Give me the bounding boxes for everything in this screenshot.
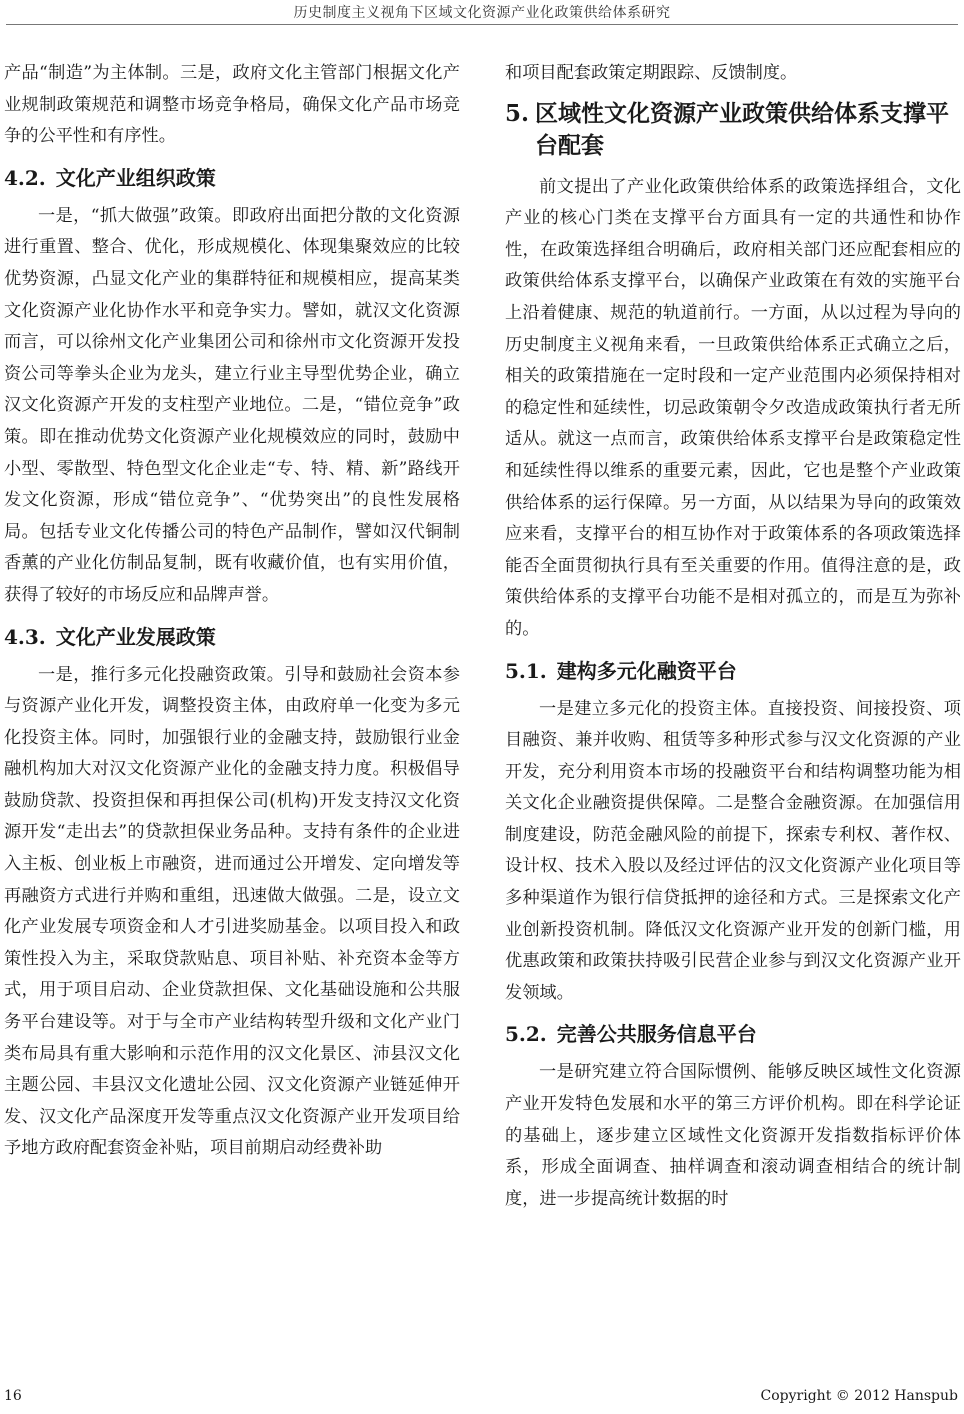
- copyright-notice: Copyright © 2012 Hanspub: [760, 1388, 958, 1404]
- section-title: 文化产业发展政策: [55, 624, 216, 649]
- paragraph: 和项目配套政策定期跟踪、反馈制度。: [505, 63, 798, 83]
- section-title: 完善公共服务信息平台: [556, 1022, 757, 1047]
- section-title: 文化产业组织政策: [55, 165, 216, 190]
- paragraph: 一是，推行多元化投融资政策。引导和鼓励社会资本参与资源产业化开发，调整投资主体，由政府单一化变为多元化投资主体。同时，加强银行业的金融支持，鼓励银行业金融机构加大对汉文化资源产业化的金融支持力度。积极倡导鼓励贷款、投资担保和再担保公司(机构)开发支持汉文化资源开发“走出去”的贷款担保业务品种。支持有条件的企业进入主板、创业板上市融资，进而通过公开增发、定向增发等再融资方式进行并购和重组，迅速做大做强。二是，设立文化产业发展专项资金和人才引进奖励基金。以项目投入和政策性投入为主，采取贷款贴息、项目补贴、补充资本金等方式，用于项目启动、企业贷款担保、文化基础设施和公共服务平台建设等。对于与全市产业结构转型升级和文化产业门类布局具有重大影响和示范作用的汉文化景区、沛县汉文化主题公园、丰县汉文化遗址公园、汉文化资源产业链延伸开发、汉文化产品深度开发等重点汉文化资源产业开发项目给予地方政府配套资金补贴，项目前期启动经费补助: [4, 664, 460, 1159]
- section-heading-5-1: [505, 656, 961, 686]
- paragraph: 一是，“抓大做强”政策。即政府出面把分散的文化资源进行重置、整合、优化，形成规模化、体现集聚效应的比较优势资源，凸显文化产业的集群特征和规模相应，提高某类文化资源产业化协作水平和竞争实力。譬如，就汉文化资源而言，可以徐州文化产业集团公司和徐州市文化资源开发投资公司等拳头企业为龙头，建立行业主导型优势企业，确立汉文化资源产开发的支柱型产业地位。二是，“错位竞争”政策。即在推动优势文化资源产业化规模效应的同时，鼓励中小型、零散型、特色型文化企业走“专、特、精、新”路线开发文化资源，形成“错位竞争”、“优势突出”的良性发展格局。包括专业文化传播公司的特色产品制作，譬如汉代铜制香薰的产业化仿制品复制，既有收藏价值，也有实用价值，获得了较好的市场反应和品牌声誉。: [4, 205, 460, 605]
- paragraph: 一是建立多元化的投资主体。直接投资、间接投资、项目融资、兼并收购、租赁等多种形式参与汉文化资源的产业开发，充分利用资本市场的投融资平台和结构调整功能为相关文化企业融资提供保障。二是整合金融资源。在加强信用制度建设，防范金融风险的前提下，探索专利权、著作权、设计权、技术入股以及经过评估的汉文化资源产业化项目等多种渠道作为银行信贷抵押的途径和方式。三是探索文化产业创新投资机制。降低汉文化资源产业开发的创新门槛，用优惠政策和政策扶持吸引民营企业参与到汉文化资源产业开发领域。: [505, 698, 961, 1003]
- section-number: 5.1.: [505, 658, 547, 683]
- right-column: [505, 58, 961, 1215]
- page-number: 16: [4, 1388, 22, 1404]
- section-number: 4.2.: [4, 165, 46, 190]
- section-number: 5.: [505, 99, 530, 127]
- section-number: 5.2.: [505, 1022, 547, 1047]
- paragraph: 一是研究建立符合国际惯例、能够反映区域性文化资源产业开发特色发展和水平的第三方评价机构。即在科学论证的基础上，逐步建立区域性文化资源开发指数指标评价体系，形成全面调查、抽样调查和滚动调查相结合的统计制度，进一步提高统计数据的时: [505, 1062, 961, 1209]
- header-divider: [6, 24, 958, 25]
- section-heading-4-3: [4, 622, 460, 652]
- running-header: 历史制度主义视角下区域文化资源产业化政策供给体系研究: [293, 5, 671, 21]
- section-title: 区域性文化资源产业政策供给体系支撑平台配套: [535, 100, 949, 159]
- paragraph: 产品“制造”为主体制。三是，政府文化主管部门根据文化产业规制政策规范和调整市场竞争格局，确保文化产品市场竞争的公平性和有序性。: [4, 63, 460, 147]
- section-heading-4-2: [4, 163, 460, 193]
- paragraph: 前文提出了产业化政策供给体系的政策选择组合，文化产业的核心门类在支撑平台方面具有一定的共通性和协作性，在政策选择组合明确后，政府相关部门还应配套相应的政策供给体系支撑平台，以确保产业政策在有效的实施平台上沿着健康、规范的轨道前行。一方面，从以过程为导向的历史制度主义视角来看，一旦政策供给体系正式确立之后，相关的政策措施在一定时段和一定产业范围内必须保持相对的稳定性和延续性，切忌政策朝令夕改造成政策执行者无所适从。就这一点而言，政策供给体系支撑平台是政策稳定性和延续性得以维系的重要元素，因此，它也是整个产业政策供给体系的运行保障。另一方面，从以结果为导向的政策效应来看，支撑平台的相互协作对于政策体系的各项政策选择能否全面贯彻执行具有至关重要的作用。值得注意的是，政策供给体系的支撑平台功能不是相对孤立的，而是互为弥补的。: [505, 176, 961, 639]
- section-title: 建构多元化融资平台: [556, 658, 737, 683]
- section-number: 4.3.: [4, 624, 46, 649]
- section-heading-5: [505, 98, 961, 162]
- section-heading-5-2: [505, 1019, 961, 1049]
- left-column: [4, 58, 460, 1165]
